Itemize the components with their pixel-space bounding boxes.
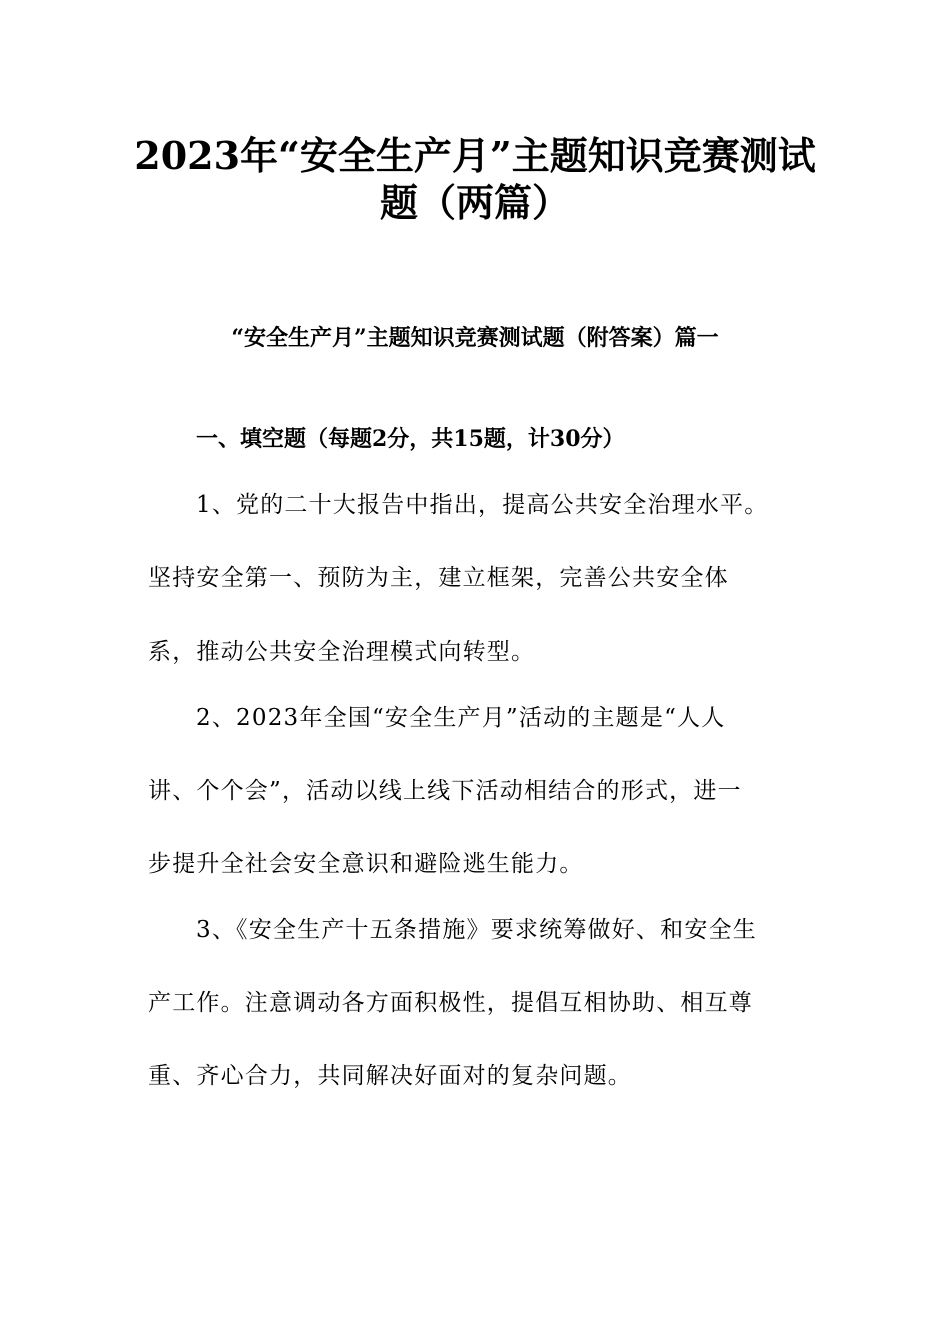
document-title-line-1: 2023年“安全生产月”主题知识竞赛测试	[134, 133, 816, 178]
question-3-line-3: 重、齐心合力，共同解决好面对的复杂问题。	[148, 1063, 632, 1089]
question-1-line-3: 系，推动公共安全治理模式向转型。	[148, 639, 536, 665]
question-3-line-2: 产工作。注意调动各方面积极性，提倡互相协助、相互尊	[148, 990, 753, 1016]
section-heading: 一、填空题（每题2分，共15题，计30分）	[196, 426, 625, 452]
question-1-line-2: 坚持安全第一、预防为主，建立框架，完善公共安全体	[148, 565, 729, 591]
question-2-line-2: 讲、个个会”，活动以线上线下活动相结合的形式，进一	[148, 778, 742, 804]
question-2-line-1: 2、2023年全国“安全生产月”活动的主题是“人人	[196, 705, 726, 731]
question-2-line-3: 步提升全社会安全意识和避险逃生能力。	[148, 851, 584, 877]
document-subtitle: “安全生产月”主题知识竞赛测试题（附答案）篇一	[231, 325, 719, 351]
document-title-line-2: 题（两篇）	[379, 180, 570, 225]
question-3-line-1: 3、《安全生产十五条措施》要求统筹做好、和安全生	[196, 917, 757, 943]
question-1-line-1: 1、党的二十大报告中指出，提高公共安全治理水平。	[196, 492, 769, 518]
